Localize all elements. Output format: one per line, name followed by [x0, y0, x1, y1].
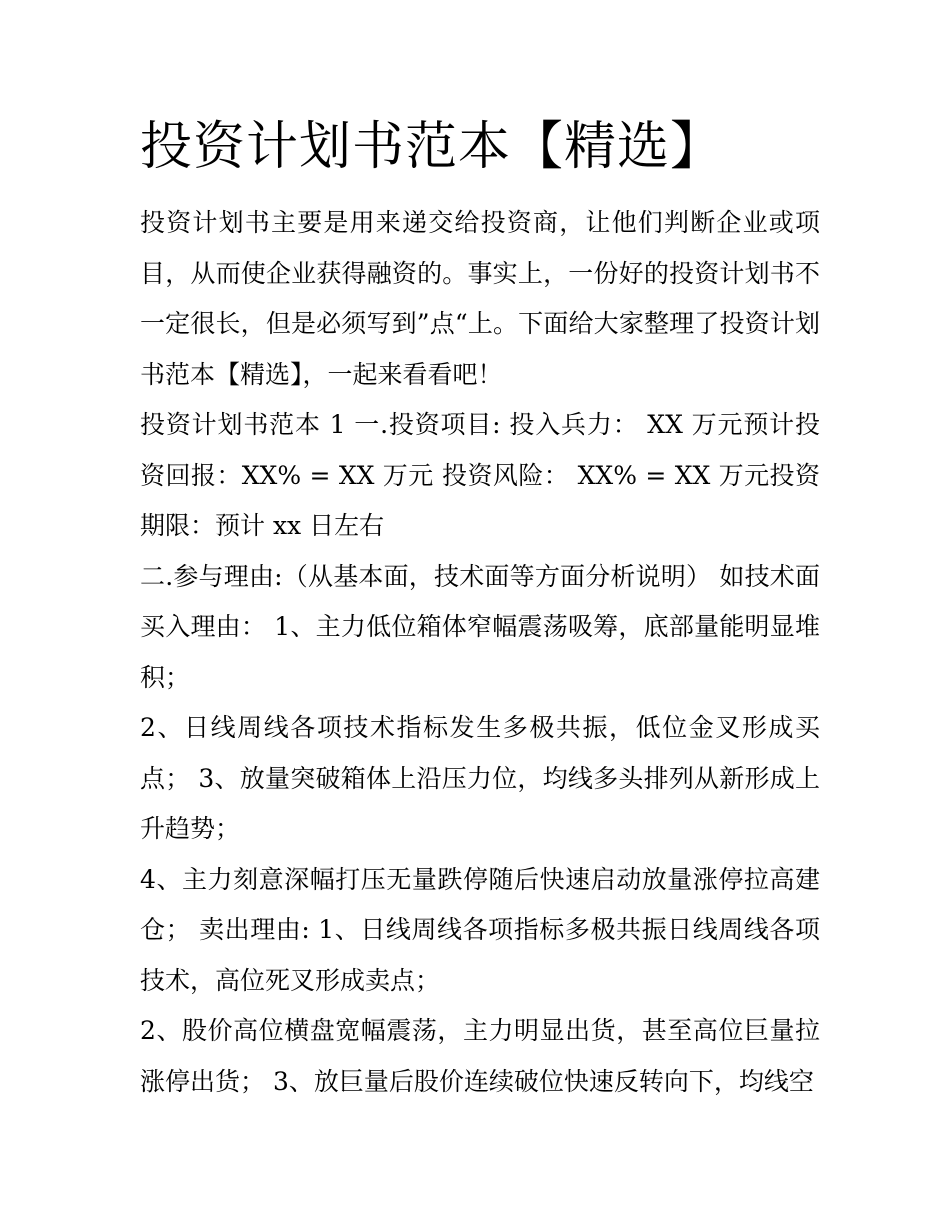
- paragraph-point-2: 2、日线周线各项技术指标发生多极共振，低位金叉形成买点； 3、放量突破箱体上沿压力位，均线多头排列从新形成上升趋势；: [140, 713, 820, 843]
- document-title: 投资计划书范本【精选】: [140, 117, 724, 177]
- paragraph-reasons: 二.参与理由:（从基本面，技术面等方面分析说明） 如技术面买入理由： 1、主力低位箱体窄幅震荡吸筹，底部量能明显堆积；: [140, 561, 820, 692]
- paragraph-investment-project: 投资计划书范本 1 一.投资项目: 投入兵力： XX 万元预计投资回报：XX% = XX 万元 投资风险： XX% = XX 万元投资期限：预计 xx 日左右: [140, 410, 820, 540]
- paragraph-sell-point-2: 2、股价高位横盘宽幅震荡，主力明显出货，甚至高位巨量拉涨停出货； 3、放巨量后股价连续破位快速反转向下，均线空: [140, 1016, 820, 1096]
- paragraph-intro: 投资计划书主要是用来递交给投资商，让他们判断企业或项目，从而使企业获得融资的。事实上，一份好的投资计划书不一定很长，但是必须写到”点“上。下面给大家整理了投资计划书范本【精选】，一起来看看吧！: [140, 208, 820, 389]
- paragraph-point-4: 4、主力刻意深幅打压无量跌停随后快速启动放量涨停拉高建仓； 卖出理由: 1、日线周线各项指标多极共振日线周线各项技术，高位死叉形成卖点；: [140, 864, 820, 995]
- document-body: [140, 198, 820, 1107]
